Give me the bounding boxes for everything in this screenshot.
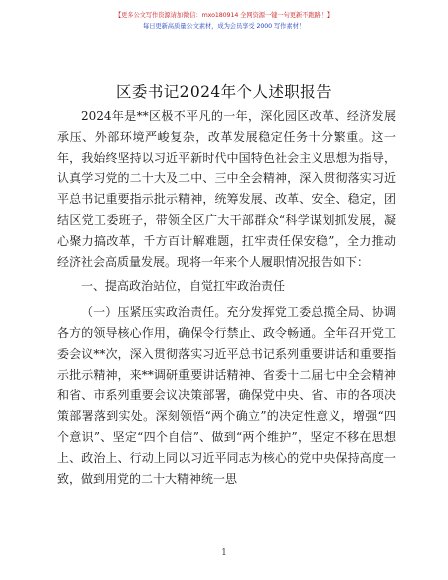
intro-paragraph: 2024年是**区极不平凡的一年，深化园区改革、经济发展承压、外部环境严峻复杂，改革发展稳定任务十分繁重。这一年，我始终坚持以习近平新时代中国特色社会主义思想为指导，认真学习党的二十大及二中、三中全会精神，深入贯彻落实习近平总书记重要指示批示精神，统筹发展、改革、安全、稳定，团结区党工委班子，带领全区广大干部群众“科学谋划抓发展，凝心聚力搞改革，千方百计解难题，扛牢责任保安稳”，全力推动经济社会高质量发展。现将一年来个人履职情况报告如下：	[57, 109, 396, 269]
promo-banner-line-1: 【更多公文写作资源请加微信：mxo180914 全网资源一键一句更新不跑路！】	[114, 12, 334, 19]
promo-banner	[0, 10, 448, 32]
page-number: 1	[221, 548, 227, 558]
promo-banner-line-2: 每日更新高质量公文素材，成为会员享受 2000 写作素材！	[143, 23, 305, 30]
body-paragraph: （一）压紧压实政治责任。充分发挥党工委总揽全局、协调各方的领导核心作用，确保令行禁止、政令畅通。全年召开党工委会议**次，深入贯彻落实习近平总书记系列重要讲话和重要指示批示精神，来**调研重要讲话精神、省委十二届七中全会精神和省、市系列重要会议决策部署，确保党中央、省、市的各项决策部署落到实处。深刻领悟“两个确立”的决定性意义，增强“四个意识”、坚定“四个自信”、做到“两个维护”，坚定不移在思想上、政治上、行动上同以习近平同志为核心的党中央保持高度一致，做到用党的二十大精神统一思	[57, 305, 396, 486]
document-body	[57, 106, 396, 489]
section-heading: 一、提高政治站位，自觉扛牢政治责任	[81, 279, 286, 294]
document-title: 区委书记2024年个人述职报告	[116, 83, 332, 101]
